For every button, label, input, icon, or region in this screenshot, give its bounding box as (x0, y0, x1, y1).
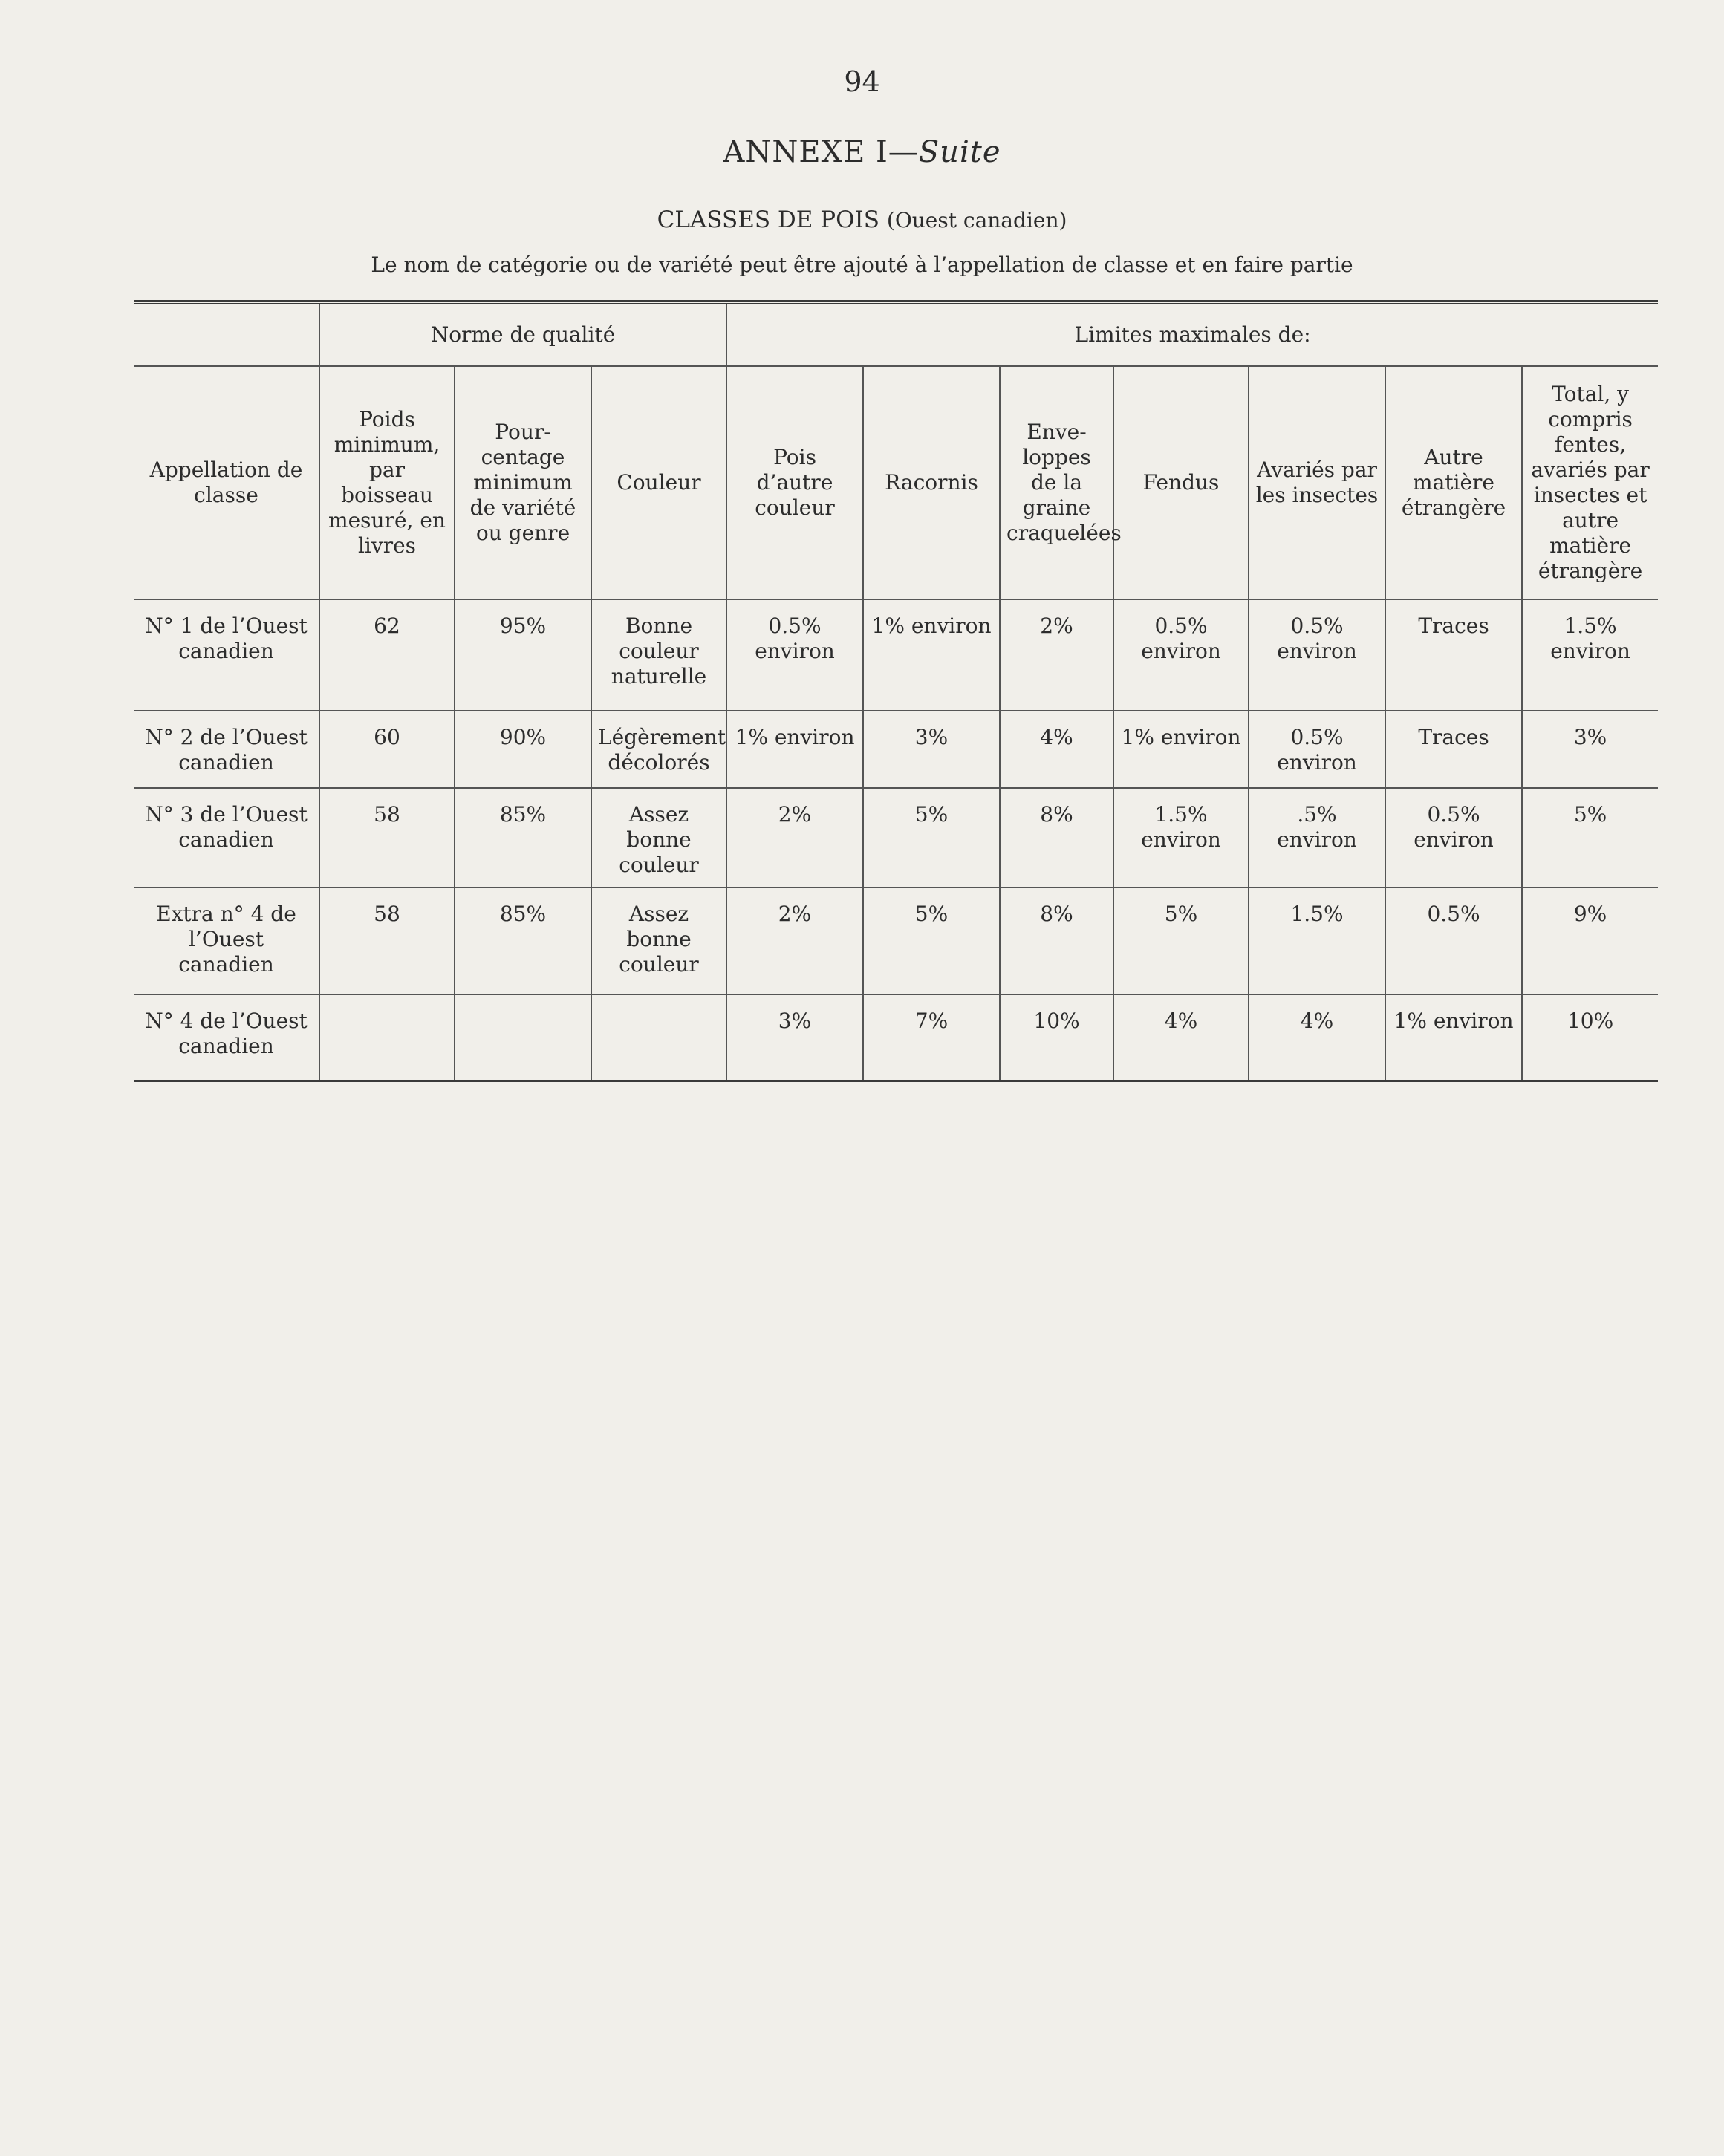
limit-foreign: Traces (1385, 711, 1522, 788)
color-standard: Légèrement décolorés (591, 711, 726, 788)
quality-group-header: Norme de qualité (319, 302, 726, 366)
col-header-insect: Avariés par les insectes (1249, 366, 1385, 599)
grade-name: N° 4 de l’Ouest canadien (145, 1009, 308, 1058)
limit-split: 1.5% environ (1113, 788, 1249, 888)
color-standard (591, 994, 726, 1081)
min-purity: 85% (455, 788, 591, 888)
limit-hulls: 2% (1000, 599, 1113, 711)
min-purity: 90% (455, 711, 591, 788)
col-header-hulls: Enve-loppes de la graine craquelées (1000, 366, 1113, 599)
limit-total: 9% (1522, 888, 1658, 994)
limit-shrunken: 1% environ (863, 599, 1000, 711)
color-standard: Assez bonne couleur (591, 888, 726, 994)
limits-group-header: Limites maximales de: (726, 302, 1658, 366)
limit-insect: 4% (1249, 994, 1385, 1081)
col-header-purity: Pour-centage minimum de variété ou genre (455, 366, 591, 599)
col-header-shrunken: Racornis (863, 366, 1000, 599)
grade-name: Extra n° 4 de l’Ouest canadien (134, 888, 319, 994)
col-header-color: Couleur (591, 366, 726, 599)
min-purity: 85% (455, 888, 591, 994)
annex-title-suffix: Suite (918, 135, 1001, 169)
min-weight (319, 994, 455, 1081)
col-header-name: Appellation de classe (134, 366, 319, 599)
min-weight: 58 (319, 788, 455, 888)
header-empty-cell (134, 302, 319, 366)
limit-insect: .5% environ (1249, 788, 1385, 888)
col-header-total: Total, y compris fentes, avariés par insectes et autre matière étrangère (1522, 366, 1658, 599)
limit-shrunken: 7% (863, 994, 1000, 1081)
limit-insect: 0.5% environ (1249, 599, 1385, 711)
min-weight: 62 (319, 599, 455, 711)
grade-name: N° 1 de l’Ouest canadien (134, 599, 319, 711)
limit-split: 0.5% environ (1113, 599, 1249, 711)
limit-insect: 1.5% (1249, 888, 1385, 994)
classes-title-main: CLASSES DE POIS (657, 206, 880, 233)
limit-shrunken: 5% (863, 888, 1000, 994)
limit-foreign: 0.5% (1385, 888, 1522, 994)
limit-total: 5% (1522, 788, 1658, 888)
table-row (134, 994, 1658, 1081)
col-header-weight: Poids minimum, par boisseau mesuré, en livres (319, 366, 455, 599)
limit-hulls: 8% (1000, 788, 1113, 888)
table-row (134, 888, 1658, 994)
col-header-other-color: Pois d’autre couleur (726, 366, 863, 599)
limit-insect: 0.5% environ (1249, 711, 1385, 788)
grades-table (134, 300, 1658, 1082)
col-header-foreign: Autre matière étrangère (1385, 366, 1522, 599)
table-row (134, 599, 1658, 711)
annex-title-main: ANNEXE I— (723, 135, 919, 169)
group-header-row (134, 302, 1658, 366)
limit-foreign: Traces (1385, 599, 1522, 711)
classes-title (0, 206, 1724, 233)
table-note: Le nom de catégorie ou de variété peut être ajouté à l’appellation de classe et en faire partie (371, 253, 1353, 277)
limit-hulls: 4% (1000, 711, 1113, 788)
limit-shrunken: 3% (863, 711, 1000, 788)
col-header-split: Fendus (1113, 366, 1249, 599)
limit-split: 5% (1113, 888, 1249, 994)
grade-name: N° 3 de l’Ouest canadien (134, 788, 319, 888)
limit-other-color: 1% environ (726, 711, 863, 788)
limit-total: 10% (1522, 994, 1658, 1081)
limit-total: 3% (1522, 711, 1658, 788)
min-purity: 95% (455, 599, 591, 711)
limit-other-color: 0.5% environ (726, 599, 863, 711)
page-number: 94 (844, 65, 880, 98)
limit-other-color: 2% (726, 788, 863, 888)
color-standard: Assez bonne couleur (591, 788, 726, 888)
limit-other-color: 3% (726, 994, 863, 1081)
min-weight: 58 (319, 888, 455, 994)
limit-total: 1.5% environ (1522, 599, 1658, 711)
limit-foreign: 1% environ (1385, 994, 1522, 1081)
limit-split: 1% environ (1113, 711, 1249, 788)
column-header-row (134, 366, 1658, 599)
color-standard: Bonne couleur naturelle (591, 599, 726, 711)
classes-title-region: (Ouest canadien) (886, 208, 1067, 232)
limit-other-color: 2% (726, 888, 863, 994)
annex-title (0, 135, 1724, 169)
grade-name: N° 2 de l’Ouest canadien (134, 711, 319, 788)
table-row (134, 711, 1658, 788)
table-row (134, 788, 1658, 888)
min-purity (455, 994, 591, 1081)
limit-foreign: 0.5% environ (1385, 788, 1522, 888)
limit-hulls: 8% (1000, 888, 1113, 994)
min-weight: 60 (319, 711, 455, 788)
limit-hulls: 10% (1000, 994, 1113, 1081)
limit-split: 4% (1113, 994, 1249, 1081)
limit-shrunken: 5% (863, 788, 1000, 888)
